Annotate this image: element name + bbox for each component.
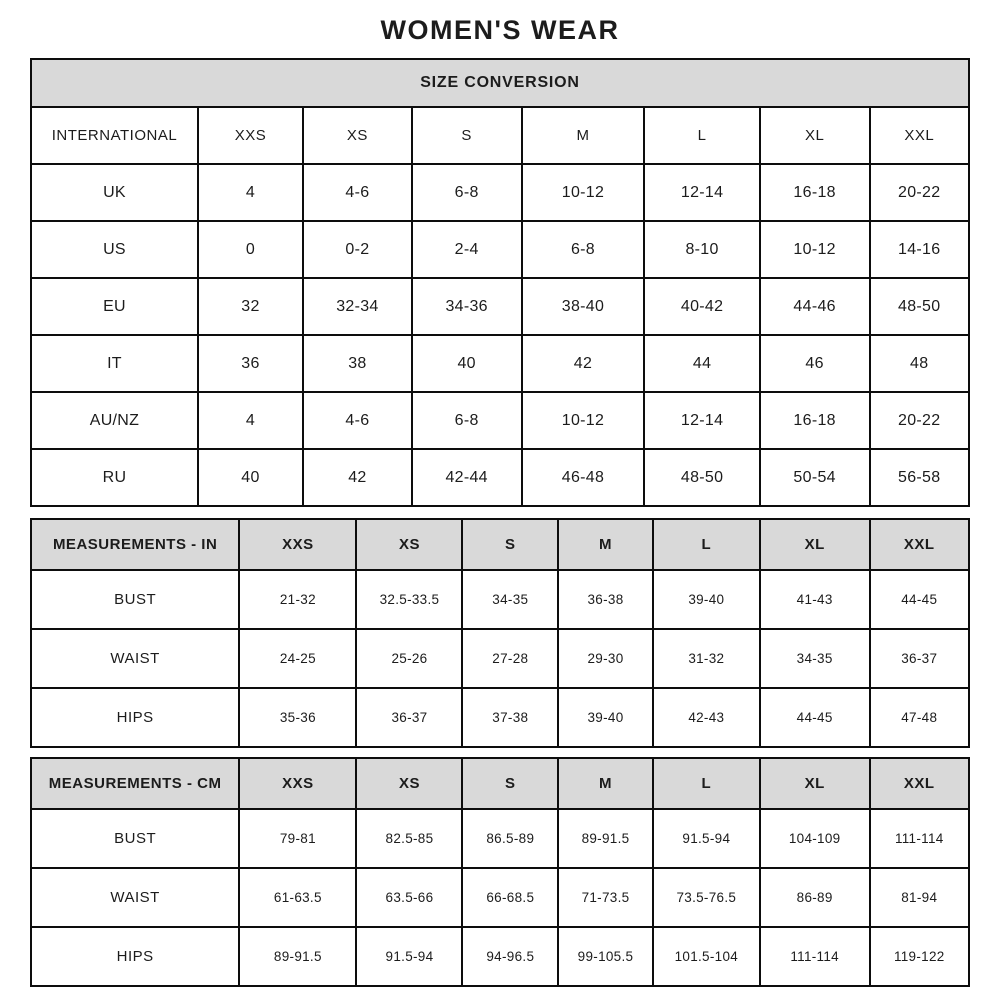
table-cell: 61-63.5 <box>239 868 356 927</box>
table-cell: 6-8 <box>412 164 522 221</box>
row-label: UK <box>31 164 198 221</box>
row-label: HIPS <box>31 688 239 747</box>
column-header: M <box>522 107 645 164</box>
table-cell: 36-37 <box>356 688 462 747</box>
table-cell: 99-105.5 <box>558 927 653 986</box>
table-row <box>31 221 969 278</box>
column-header: XXS <box>198 107 303 164</box>
column-header: XXL <box>870 758 969 809</box>
table-cell: 44-45 <box>870 570 969 629</box>
table-cell: 42-43 <box>653 688 760 747</box>
table-cell: 42 <box>303 449 412 506</box>
table-cell: 4 <box>198 392 303 449</box>
column-header: XXL <box>870 519 969 570</box>
table-row <box>31 449 969 506</box>
column-header: XS <box>303 107 412 164</box>
table-cell: 47-48 <box>870 688 969 747</box>
table-cell: 63.5-66 <box>356 868 462 927</box>
column-header: L <box>653 758 760 809</box>
table-cell: 36-38 <box>558 570 653 629</box>
table-cell: 32 <box>198 278 303 335</box>
table-cell: 46 <box>760 335 870 392</box>
row-label: AU/NZ <box>31 392 198 449</box>
row-label: IT <box>31 335 198 392</box>
table-cell: 35-36 <box>239 688 356 747</box>
table-cell: 20-22 <box>870 392 970 449</box>
table-cell: 0 <box>198 221 303 278</box>
table-cell: 4 <box>198 164 303 221</box>
column-header: L <box>653 519 760 570</box>
table-cell: 2-4 <box>412 221 522 278</box>
table-cell: 94-96.5 <box>462 927 558 986</box>
table-cell: 38 <box>303 335 412 392</box>
table-cell: 81-94 <box>870 868 969 927</box>
table-row <box>31 278 969 335</box>
table-title-row <box>31 59 969 107</box>
table-cell: 34-36 <box>412 278 522 335</box>
table-cell: 111-114 <box>870 809 969 868</box>
table-cell: 25-26 <box>356 629 462 688</box>
table-cell: 44 <box>644 335 759 392</box>
table-cell: 21-32 <box>239 570 356 629</box>
table-cell: 36-37 <box>870 629 969 688</box>
table-cell: 10-12 <box>760 221 870 278</box>
row-label: BUST <box>31 809 239 868</box>
table-cell: 34-35 <box>462 570 558 629</box>
column-header: XS <box>356 758 462 809</box>
table-cell: 10-12 <box>522 164 645 221</box>
table-cell: 6-8 <box>412 392 522 449</box>
table-row <box>31 688 969 747</box>
table-cell: 86.5-89 <box>462 809 558 868</box>
table-row <box>31 629 969 688</box>
row-label: HIPS <box>31 927 239 986</box>
size-conversion-table <box>30 58 970 507</box>
table-cell: 4-6 <box>303 392 412 449</box>
table-cell: 46-48 <box>522 449 645 506</box>
column-header: XXS <box>239 758 356 809</box>
row-label: EU <box>31 278 198 335</box>
table-cell: 119-122 <box>870 927 969 986</box>
table-cell: 48 <box>870 335 970 392</box>
table-row <box>31 392 969 449</box>
table-cell: 24-25 <box>239 629 356 688</box>
table-cell: 82.5-85 <box>356 809 462 868</box>
table-cell: 44-45 <box>760 688 870 747</box>
row-label: US <box>31 221 198 278</box>
table-cell: 27-28 <box>462 629 558 688</box>
row-label: RU <box>31 449 198 506</box>
row-label: WAIST <box>31 868 239 927</box>
table-cell: 0-2 <box>303 221 412 278</box>
table-cell: 32-34 <box>303 278 412 335</box>
table-cell: 8-10 <box>644 221 759 278</box>
table-cell: 34-35 <box>760 629 870 688</box>
table-cell: 38-40 <box>522 278 645 335</box>
table-cell: 101.5-104 <box>653 927 760 986</box>
column-header-row <box>31 107 969 164</box>
table-cell: 12-14 <box>644 164 759 221</box>
table-cell: 44-46 <box>760 278 870 335</box>
table-cell: 40 <box>412 335 522 392</box>
table-row <box>31 868 969 927</box>
table-cell: 66-68.5 <box>462 868 558 927</box>
table-cell: 86-89 <box>760 868 870 927</box>
table-cell: 12-14 <box>644 392 759 449</box>
table-cell: 89-91.5 <box>239 927 356 986</box>
column-header: M <box>558 519 653 570</box>
measurements-cm-table <box>30 757 970 987</box>
column-header: S <box>462 519 558 570</box>
table-cell: 39-40 <box>653 570 760 629</box>
column-header: S <box>412 107 522 164</box>
table-cell: 16-18 <box>760 392 870 449</box>
table-cell: 29-30 <box>558 629 653 688</box>
table-cell: 50-54 <box>760 449 870 506</box>
table-cell: 48-50 <box>870 278 970 335</box>
table-cell: 37-38 <box>462 688 558 747</box>
row-label: WAIST <box>31 629 239 688</box>
measurements-in-table <box>30 518 970 748</box>
column-header: MEASUREMENTS - CM <box>31 758 239 809</box>
table-cell: 40-42 <box>644 278 759 335</box>
column-header-row <box>31 758 969 809</box>
table-cell: 40 <box>198 449 303 506</box>
column-header: M <box>558 758 653 809</box>
table-cell: 111-114 <box>760 927 870 986</box>
table-cell: 10-12 <box>522 392 645 449</box>
column-header: L <box>644 107 759 164</box>
column-header: XXL <box>870 107 970 164</box>
column-header: XL <box>760 107 870 164</box>
column-header: S <box>462 758 558 809</box>
table-cell: 39-40 <box>558 688 653 747</box>
table-cell: 36 <box>198 335 303 392</box>
table-cell: 41-43 <box>760 570 870 629</box>
column-header-row <box>31 519 969 570</box>
table-cell: 89-91.5 <box>558 809 653 868</box>
table-cell: 104-109 <box>760 809 870 868</box>
table-cell: 31-32 <box>653 629 760 688</box>
table-cell: 79-81 <box>239 809 356 868</box>
table-row <box>31 164 969 221</box>
column-header: XS <box>356 519 462 570</box>
row-label: BUST <box>31 570 239 629</box>
table-row <box>31 570 969 629</box>
table-cell: 20-22 <box>870 164 970 221</box>
column-header: XXS <box>239 519 356 570</box>
table-cell: 42-44 <box>412 449 522 506</box>
table-cell: 14-16 <box>870 221 970 278</box>
page-title: WOMEN'S WEAR <box>380 15 620 45</box>
table-cell: 42 <box>522 335 645 392</box>
table-cell: 16-18 <box>760 164 870 221</box>
table-row <box>31 335 969 392</box>
table-row <box>31 809 969 868</box>
table-cell: 6-8 <box>522 221 645 278</box>
table-cell: 91.5-94 <box>653 809 760 868</box>
column-header: INTERNATIONAL <box>31 107 198 164</box>
table-row <box>31 927 969 986</box>
table-cell: 56-58 <box>870 449 970 506</box>
table-cell: 32.5-33.5 <box>356 570 462 629</box>
column-header: XL <box>760 758 870 809</box>
table-cell: 48-50 <box>644 449 759 506</box>
column-header: MEASUREMENTS - IN <box>31 519 239 570</box>
table-cell: 71-73.5 <box>558 868 653 927</box>
table-cell: 73.5-76.5 <box>653 868 760 927</box>
table-cell: 91.5-94 <box>356 927 462 986</box>
table-cell: 4-6 <box>303 164 412 221</box>
table-title: SIZE CONVERSION <box>31 59 969 107</box>
column-header: XL <box>760 519 870 570</box>
